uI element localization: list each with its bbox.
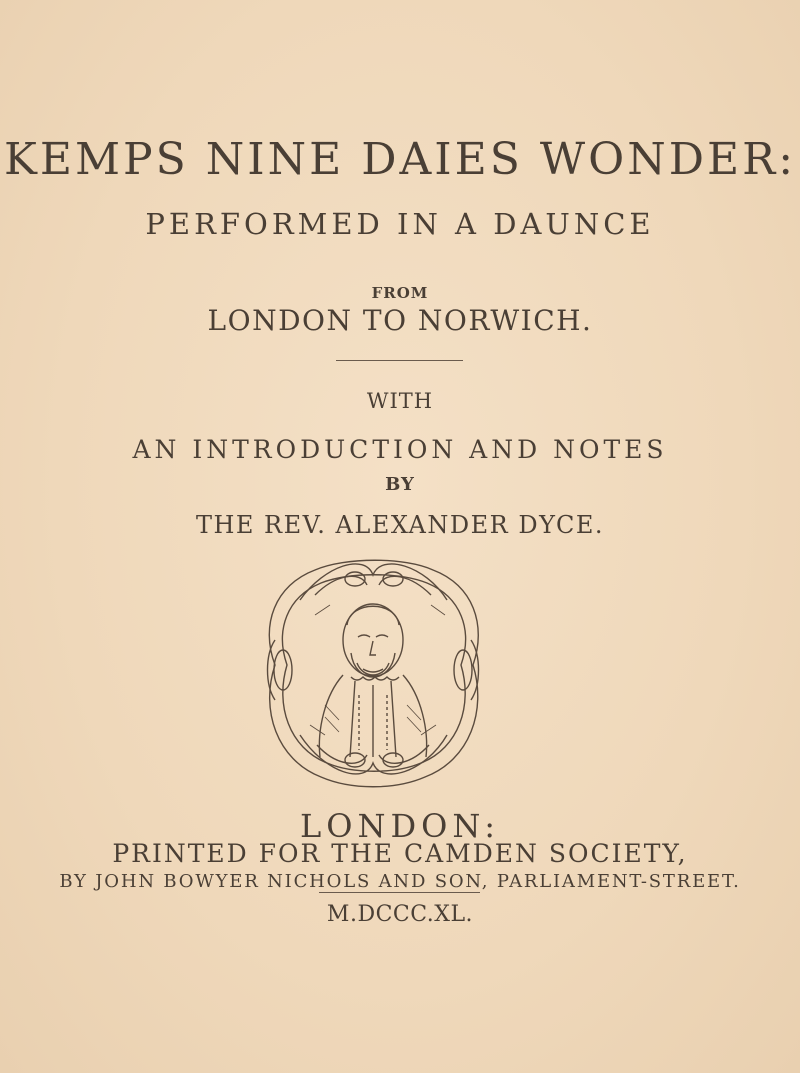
book-title: KEMPS NINE DAIES WONDER: <box>3 134 797 185</box>
subtitle: PERFORMED IN A DAUNCE <box>145 207 655 241</box>
imprint-date: M.DCCC.XL. <box>326 902 474 927</box>
camden-society-seal-icon <box>255 545 491 795</box>
from-label: FROM <box>371 284 429 302</box>
with-label: WITH <box>366 389 434 413</box>
by-label: BY <box>385 474 415 495</box>
imprint-publisher: PRINTED FOR THE CAMDEN SOCIETY, <box>112 839 688 868</box>
editor-name: THE REV. ALEXANDER DYCE. <box>195 511 605 539</box>
divider-rule <box>336 360 463 361</box>
divider-rule-bottom <box>319 892 480 893</box>
route-text: LONDON TO NORWICH. <box>207 304 593 337</box>
imprint-place: LONDON: <box>299 807 500 845</box>
introduction-line: AN INTRODUCTION AND NOTES <box>132 435 668 464</box>
imprint-printer: BY JOHN BOWYER NICHOLS AND SON, PARLIAMENT-STREET. <box>59 871 741 892</box>
